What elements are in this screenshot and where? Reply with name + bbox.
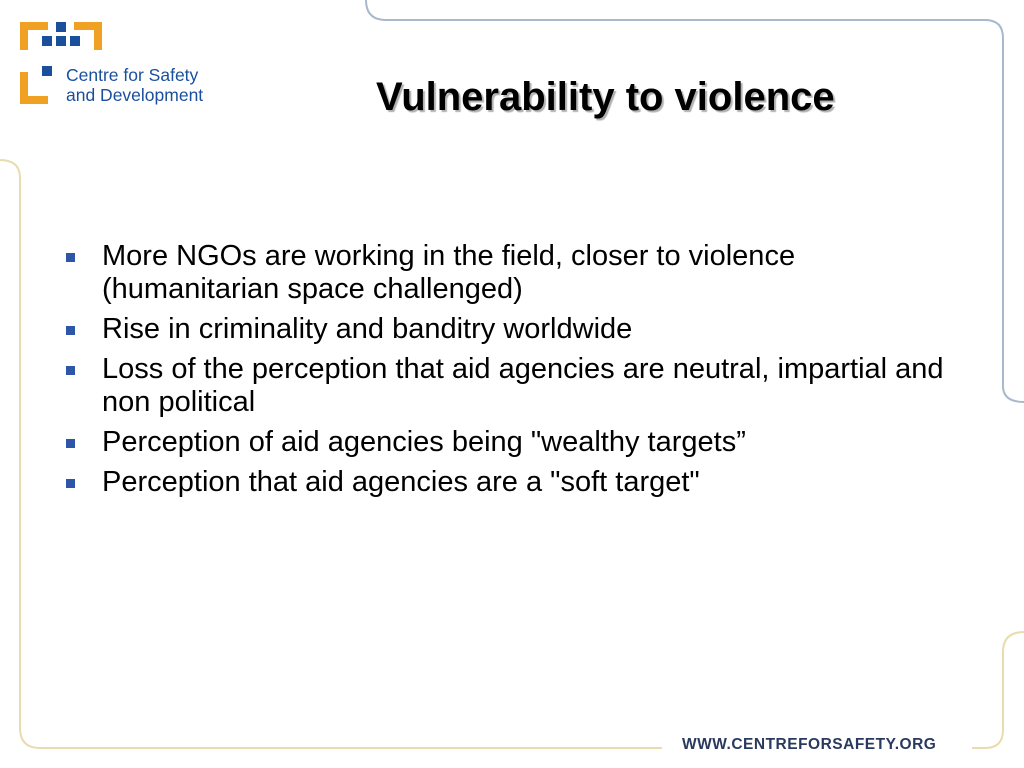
frame-bottom-right-border: [972, 632, 1024, 748]
bullet-text: Rise in criminality and banditry worldwide: [102, 313, 633, 345]
bullet-square-icon: [66, 479, 75, 488]
list-item: [66, 466, 946, 499]
bullet-square-icon: [66, 366, 75, 375]
bullet-text: Perception that aid agencies are a "soft target": [102, 466, 700, 498]
list-item: [66, 353, 946, 419]
slide-title: Vulnerability to violence: [376, 75, 835, 119]
bullet-square-icon: [66, 253, 75, 262]
brand-name-line1: Centre for Safety: [66, 65, 199, 85]
list-item: [66, 240, 946, 306]
bullet-square-icon: [66, 326, 75, 335]
brand-name: [66, 65, 203, 105]
bullet-square-icon: [66, 439, 75, 448]
bullet-text: More NGOs are working in the field, closer to violence (humanitarian space challenged): [102, 240, 796, 305]
brand-logo: [18, 18, 238, 113]
bullet-text: Perception of aid agencies being "wealthy targets”: [102, 426, 746, 458]
list-item: [66, 313, 946, 346]
brand-name-line2: and Development: [66, 85, 204, 105]
bullet-list: [66, 240, 946, 506]
list-item: [66, 426, 946, 459]
footer-url[interactable]: WWW.CENTREFORSAFETY.ORG: [682, 736, 937, 753]
bullet-text: Loss of the perception that aid agencies are neutral, impartial and non political: [102, 353, 944, 418]
